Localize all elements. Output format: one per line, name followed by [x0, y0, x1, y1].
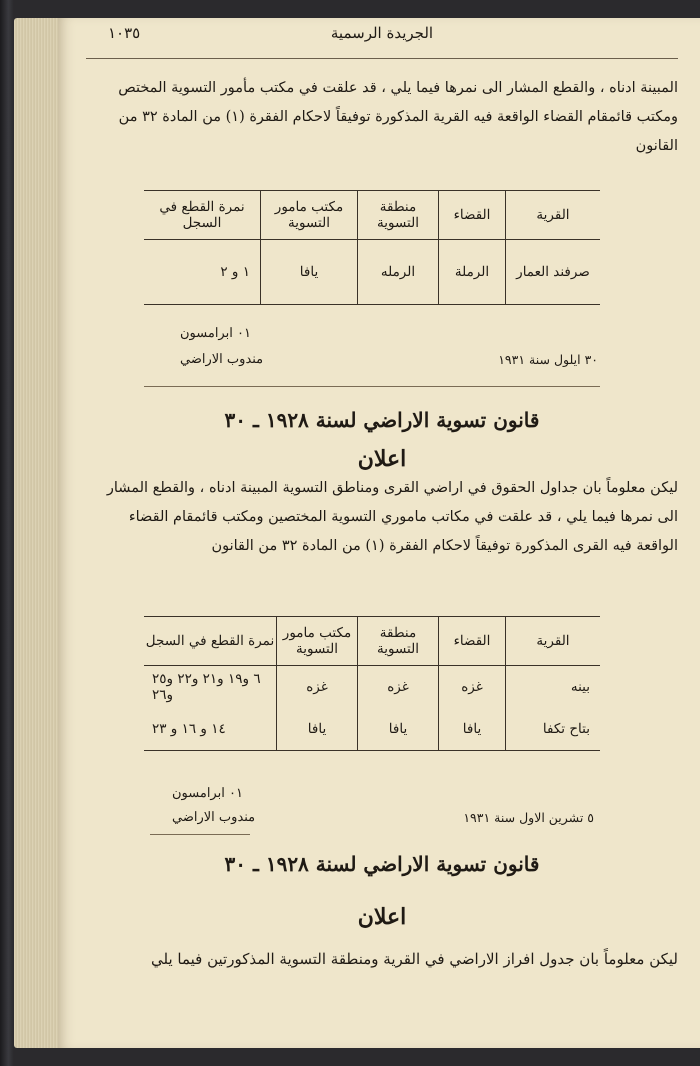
column-header: القضاء — [439, 617, 506, 666]
page-number: ١٠٣٥ — [108, 24, 141, 42]
signature-title: مندوب الاراضي — [172, 810, 256, 825]
notice-date: ٣٠ ايلول سنة ١٩٣١ — [498, 352, 598, 367]
section1-paragraph: المبينة ادناه ، والقطع المشار الى نمرها فيما يلي ، قد علقت في مكتب مأمور التسوية المختص ومكتب قائمقام القضاء الواقعة فيه القرية المذكورة توفيقاً لاحكام الفقرة (١) من المادة ٣٢ من القانون — [118, 80, 678, 154]
notice-date: ٥ تشرين الاول سنة ١٩٣١ — [463, 810, 594, 825]
table-cell: غزه — [277, 666, 358, 709]
table-cell: ١ و ٢ — [220, 264, 250, 280]
table-row — [144, 666, 600, 709]
column-header: نمرة القطع في السجل — [145, 633, 275, 649]
column-header: نمرة القطع في السجل — [159, 199, 245, 231]
column-header: منطقة التسوية — [358, 617, 439, 666]
table-cell: يافا — [277, 708, 358, 751]
gazette-title: الجريدة الرسمية — [330, 24, 434, 42]
section1-table — [144, 190, 600, 305]
section2-table — [144, 616, 600, 751]
announcement-title: اعلان — [357, 446, 407, 472]
column-header: القرية — [506, 191, 601, 240]
law-heading: قانون تسوية الاراضي لسنة ١٩٢٨ ـ ٣٠ — [224, 852, 540, 876]
section-divider — [144, 386, 600, 387]
section2-paragraph: ليكن معلوماً بان جداول الحقوق في اراضي القرى ومناطق التسوية المبينة ادناه ، والقطع المشار الى نمرها فيما يلي ، قد علقت في مكاتب ماموري التسوية المختصين ومكتب قائمقام القضاء الواقعة فيه القرى المذكورة توفيقاً لاحكام الفقرة (١) من المادة ٣٢ من القانون — [106, 480, 678, 554]
signature-name: ٠١ ابرامسون — [172, 786, 243, 801]
table-header-row — [144, 191, 600, 240]
page-header — [86, 24, 678, 59]
column-header: مكتب مامور التسوية — [277, 617, 358, 666]
section3-paragraph: ليكن معلوماً بان جدول افراز الاراضي في القرية ومنطقة التسوية المذكورتين فيما يلي — [150, 950, 678, 968]
column-header: القضاء — [439, 191, 506, 240]
table-cell: يافا — [261, 240, 358, 305]
signature-underline — [150, 834, 250, 835]
announcement-title: اعلان — [357, 904, 407, 930]
page-edges — [14, 18, 62, 1048]
law-heading: قانون تسوية الاراضي لسنة ١٩٢٨ ـ ٣٠ — [224, 408, 540, 432]
table-cell: غزه — [439, 666, 506, 709]
book-binding — [0, 0, 14, 1066]
signature-title: مندوب الاراضي — [180, 352, 264, 367]
table-row — [144, 240, 600, 305]
table-cell: بينه — [506, 666, 601, 709]
table-cell: ٦ و١٩ و٢١ و٢٢ و٢٥ و٢٦ — [152, 671, 261, 703]
column-header: مكتب مامور التسوية — [261, 191, 358, 240]
table-cell: صرفند العمار — [506, 240, 601, 305]
table-cell: الرملة — [439, 240, 506, 305]
table-row — [144, 708, 600, 751]
table-cell: بتاح تكفا — [506, 708, 601, 751]
table-cell: يافا — [439, 708, 506, 751]
table-cell: غزه — [358, 666, 439, 709]
table-cell: ١٤ و ١٦ و ٢٣ — [152, 721, 226, 737]
table-cell: يافا — [358, 708, 439, 751]
column-header: منطقة التسوية — [358, 191, 439, 240]
table-cell: الرمله — [358, 240, 439, 305]
table-header-row — [144, 617, 600, 666]
signature-name: ٠١ ابرامسون — [180, 326, 251, 341]
column-header: القرية — [506, 617, 601, 666]
